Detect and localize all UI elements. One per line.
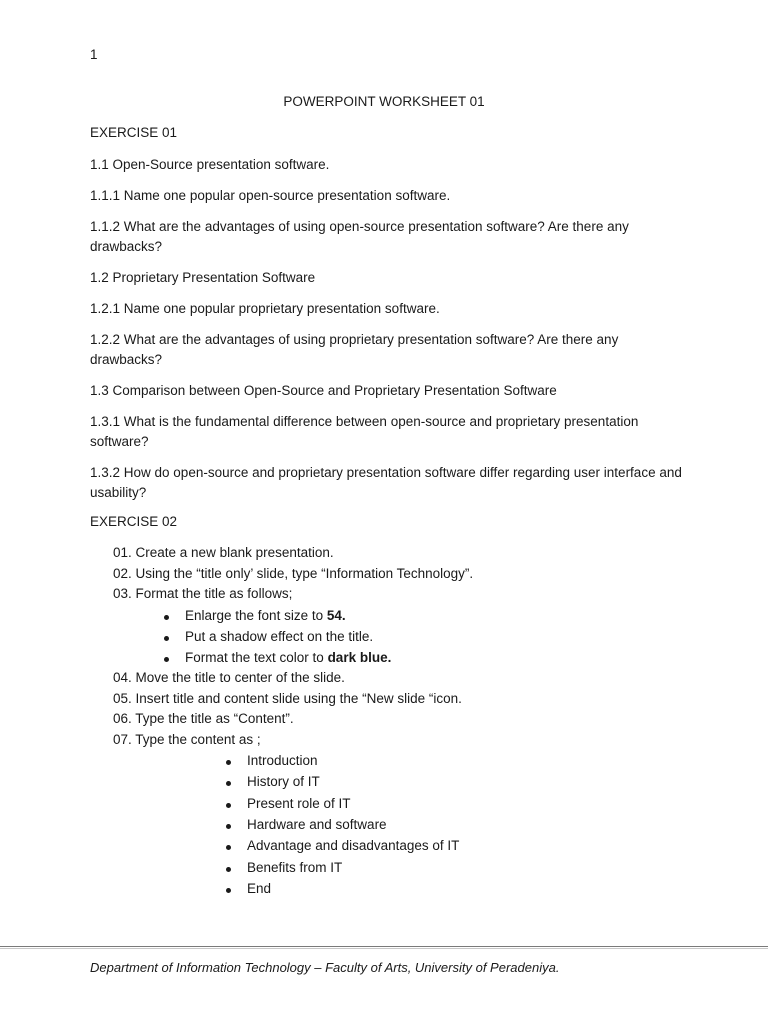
bullet-icon [226,888,231,893]
page-title: POWERPOINT WORKSHEET 01 [283,94,485,109]
page-footer: Department of Information Technology – Faculty of Arts, University of Peradeniya. [90,960,560,975]
format-bullet-color-text: Format the text color to [185,650,328,665]
content-bullet-text: Present role of IT [247,796,351,811]
page-number: 1 [90,47,98,62]
footer-divider [0,946,768,947]
question-1-3-1: 1.3.1 What is the fundamental difference between open-source and proprietary presentation software? [90,414,639,449]
bullet-icon [226,845,231,850]
step-07: 07. Type the content as ; [113,732,261,747]
color-value: dark blue. [327,650,392,665]
bullet-icon [226,824,231,829]
content-bullet-text: Benefits from IT [247,860,343,875]
question-1-2-2: 1.2.2 What are the advantages of using proprietary presentation software? Are there any drawbacks? [90,332,619,367]
content-bullet-text: Introduction [247,753,318,768]
exercise-01-heading: EXERCISE 01 [90,125,178,140]
bullet-icon [226,867,231,872]
bullet-icon [164,636,169,641]
step-02: 02. Using the “title only’ slide, type “Information Technology”. [113,566,474,581]
exercise-02-heading: EXERCISE 02 [90,514,178,529]
content-bullet-text: Hardware and software [247,817,387,832]
bullet-icon [226,781,231,786]
question-1-2-1: 1.2.1 Name one popular proprietary presentation software. [90,301,440,316]
question-1-3: 1.3 Comparison between Open-Source and Proprietary Presentation Software [90,383,557,398]
bullet-icon [164,615,169,620]
question-1-3-2: 1.3.2 How do open-source and proprietary presentation software differ regarding user interface and usability? [90,465,682,500]
footer-divider-shadow [0,948,768,949]
step-03: 03. Format the title as follows; [113,586,293,601]
step-04: 04. Move the title to center of the slide. [113,670,345,685]
question-1-1: 1.1 Open-Source presentation software. [90,157,330,172]
question-1-1-2: 1.1.2 What are the advantages of using open-source presentation software? Are there any drawbacks? [90,219,629,254]
bullet-icon [226,760,231,765]
content-bullet-text: Advantage and disadvantages of IT [247,838,460,853]
bullet-icon [164,657,169,662]
step-05: 05. Insert title and content slide using the “New slide “icon. [113,691,462,706]
content-bullet-text: End [247,881,272,896]
format-bullet-font-size-text: Enlarge the font size to [185,608,327,623]
step-01: 01. Create a new blank presentation. [113,545,334,560]
bullet-icon [226,803,231,808]
step-06: 06. Type the title as “Content”. [113,711,294,726]
question-1-2: 1.2 Proprietary Presentation Software [90,270,316,285]
question-1-1-1: 1.1.1 Name one popular open-source presentation software. [90,188,451,203]
content-bullet-text: History of IT [247,774,320,789]
format-bullet-shadow-text: Put a shadow effect on the title. [185,629,374,644]
font-size-value: 54. [326,608,346,623]
